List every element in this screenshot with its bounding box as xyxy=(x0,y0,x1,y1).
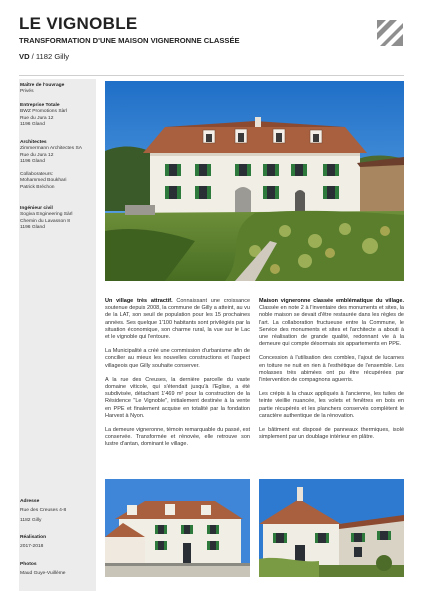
header xyxy=(19,14,349,62)
engineer-block xyxy=(19,206,97,232)
address-label: Adresse xyxy=(20,499,40,504)
paragraph-body: Le bâtiment est disposé de panneaux thermiques, isolé simplement par un doublage intérieur en plâtre. xyxy=(259,427,404,441)
realisation-line: 2017-2018 xyxy=(20,544,44,550)
sidebar xyxy=(19,79,96,591)
paragraph xyxy=(105,298,250,341)
realisation-label: Réalisation xyxy=(20,535,47,540)
architects-line: Patrick Bréchon xyxy=(20,184,55,190)
contractor-block xyxy=(19,103,97,129)
publisher-logo-icon xyxy=(377,20,403,46)
engineer-line: Sogiva Engineering Sàrl xyxy=(20,212,73,218)
owner-block xyxy=(19,83,97,96)
architects-line: Mohammed Boukhari xyxy=(20,178,67,184)
photos-line: Maud Guye-Vuillème xyxy=(20,571,66,577)
main-photo xyxy=(105,81,404,281)
text-column-left xyxy=(105,298,250,456)
engineer-line: 1196 Gland xyxy=(20,225,45,231)
contractor-line: BWZ Promotions Sàrl xyxy=(20,109,68,115)
owner-line: Privés xyxy=(20,89,34,95)
paragraph xyxy=(259,355,404,384)
contractor-line: Rue du Jura 12 xyxy=(20,115,54,121)
bottom-right-photo xyxy=(259,479,404,577)
paragraph-lead: Maison vigneronne classée emblématique du village. xyxy=(259,298,404,304)
address-line: Rue des Creuses 4-8 xyxy=(20,508,67,514)
location xyxy=(19,52,349,62)
owner-label: Maître de l'ouvrage xyxy=(20,83,65,88)
architects-block xyxy=(19,140,97,191)
paragraph xyxy=(259,298,404,348)
engineer-label: Ingénieur civil xyxy=(20,206,53,211)
paragraph-body: La Municipalité a créé une commission d'urbanisme afin de concilier au mieux les nouvelles constructions et l'aspect villageois que Gilly souhaite conserver. xyxy=(105,348,250,369)
paragraph-lead: Un village très attractif. xyxy=(105,298,173,304)
architects-label: Architectes xyxy=(20,140,47,145)
architects-line: Rue du Jura 12 xyxy=(20,152,54,158)
paragraph-body: Concession à l'utilisation des combles, l'ajout de lucarnes en toiture ne nuit en rien à l'esthétique de l'ensemble. Les molasses très abimées ont pu être récupérées par l'intervention de compagnons aguerris. xyxy=(259,355,404,384)
paragraph-body: A la rue des Creuses, la dernière parcelle du vaste domaine viticole, qui s'étendait jusqu'à l'Eglise, a été subdivisée, détachant 1'469 m² pour la construction de la Résidence "Le Vignoble", initialement destinée à la vente en PPE et finalement acquise en totalité par la fondation Harvest à Nyon. xyxy=(105,376,250,419)
bottom-left-photo xyxy=(105,479,250,577)
paragraph-body: Classée en note 2 à l'inventaire des monuments et sites, la noble maison se devait d'être restaurée dans les règles de l'art. La collaboration fructueuse entre la Commune, le Service des monuments et sites et l'architecte a abouti à une réalisation de grande qualité, redonnant vie à la demeure qui compte désormais six appartements en PPE. xyxy=(259,305,404,348)
page-subtitle: TRANSFORMATION D'UNE MAISON VIGNERONNE CLASSÉE xyxy=(19,36,240,45)
locality: / 1182 Gilly xyxy=(29,52,70,61)
page-title: LE VIGNOBLE xyxy=(19,14,138,33)
address-line: 1182 Gilly xyxy=(20,517,42,523)
photos-label: Photos xyxy=(20,562,37,567)
paragraph xyxy=(105,348,250,370)
architects-line: Collaborateurs: xyxy=(20,172,54,178)
architects-line: 1196 Gland xyxy=(20,159,45,165)
paragraph xyxy=(105,427,250,449)
architects-line: Zimmermann Architectes SA xyxy=(20,146,82,152)
address-block xyxy=(19,499,97,524)
paragraph-body: Les crépis à la chaux appliqués à l'ancienne, les tuiles de teinte vieillie nuancée, les volets et fenêtres en bois en partie récupérés et les planchers conservés complètent le caractère authentique de la rénovation. xyxy=(259,391,404,419)
paragraph xyxy=(105,377,250,420)
engineer-line: Chemin du Lavasson 8 xyxy=(20,218,71,224)
canton: VD xyxy=(19,52,30,61)
paragraph xyxy=(259,391,404,420)
paragraph-body: La demeure vigneronne, témoin remarquable du passé, est conservée. Transformée et rénovée, elle retrouve son lustre d'antan, dominant le village. xyxy=(105,427,250,448)
photos-block xyxy=(19,562,97,578)
realisation-block xyxy=(19,535,97,551)
contractor-label: Entreprise Totale xyxy=(20,103,60,108)
text-column-right xyxy=(259,298,404,448)
paragraph-body: Connaissant une croissance soutenue depuis 2008, la commune de Gilly a atteint, au vu de la LAT, son seuil de population pour les 15 prochaines années. Ses quelque 1'100 habitants sont privilégiés par la situation économique, son charme rural, la vue sur le Lac et le vignoble qui l'entoure. xyxy=(105,298,251,341)
paragraph xyxy=(259,427,404,441)
header-divider xyxy=(19,75,404,76)
contractor-line: 1196 Gland xyxy=(20,122,45,128)
